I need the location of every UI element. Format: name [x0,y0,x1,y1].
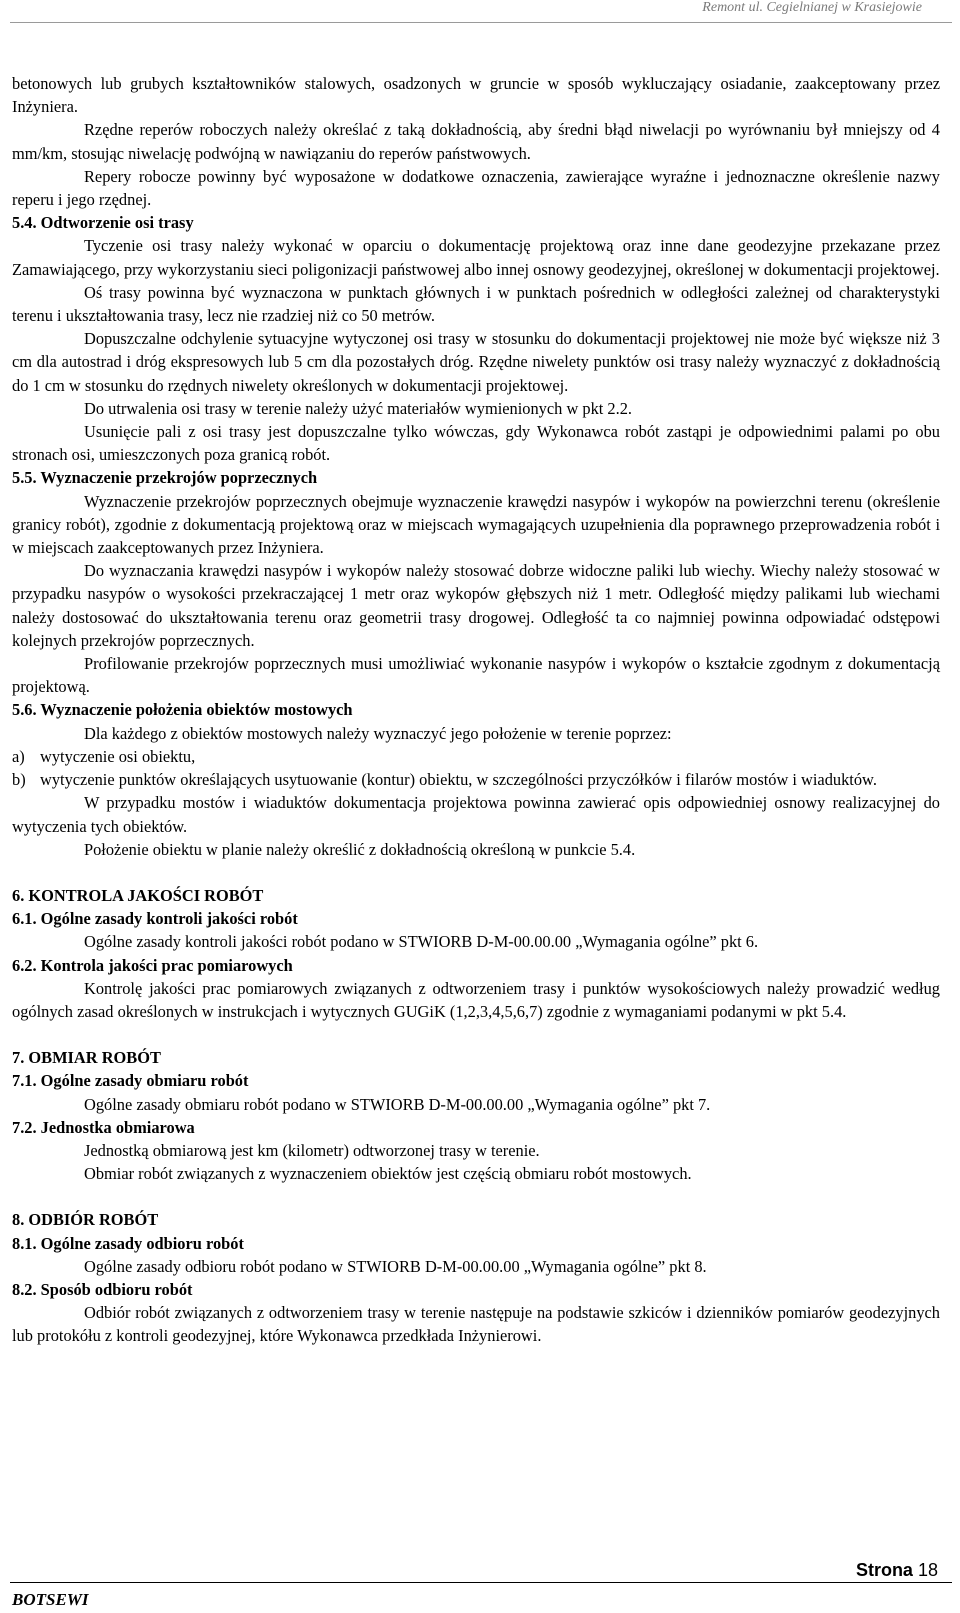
paragraph: Oś trasy powinna być wyznaczona w punktach głównych i w punktach pośrednich w odległości zależnej od charakterystyki terenu i ukształtowania trasy, lecz nie rzadziej niż co 50 metrów. [12,282,940,326]
paragraph: W przypadku mostów i wiaduktów dokumentacja projektowa powinna zawierać opis odpowiedniej osnowy realizacyjnej do wytyczenia tych obiektów. [12,793,940,836]
paragraph: Tyczenie osi trasy należy wykonać w oparciu o dokumentację projektową oraz inne dane geodezyjne przekazane przez Zamawiającego, przy wykorzystaniu sieci poligonizacji państwowej albo innej osnowy geodezyjnej, określonej w dokumentacji projektowej. [12,236,940,279]
paragraph: Kontrolę jakości prac pomiarowych związanych z odtworzeniem trasy i punktów wysokościowych należy prowadzić według ogólnych zasad określonych w instrukcjach i wytycznych GUGiK (1,2,3,4,5,6,7) zgodnie z wymaganiami podanymi w pkt 5.4. [12,978,940,1021]
list-marker: b) [12,770,26,790]
list-marker: a) [12,746,25,766]
list-item [12,745,940,768]
paragraph: Położenie obiektu w planie należy określić z dokładnością określoną w punkcie 5.4. [84,839,636,859]
footer-divider [10,1582,952,1583]
paragraph: Usunięcie pali z osi trasy jest dopuszczalne tylko wówczas, gdy Wykonawca robót zastąpi je odpowiednimi palami po obu stronach osi, umieszczonych poza granicą robót. [12,422,940,465]
section-heading-5-4: 5.4. Odtworzenie osi trasy [12,213,194,233]
paragraph: Jednostką obmiarową jest km (kilometr) odtworzonej trasy w terenie. [84,1140,540,1160]
paragraph: Repery robocze powinny być wyposażone w dodatkowe oznaczenia, zawierające wyraźne i jednoznaczne określenie nazwy reperu i jego rzędnej. [12,166,940,210]
list-item [12,768,940,791]
paragraph: Ogólne zasady obmiaru robót podano w STWIORB D-M-00.00.00 „Wymagania ogólne” pkt 7. [84,1094,711,1114]
paragraph: Profilowanie przekrojów poprzecznych musi umożliwiać wykonanie nasypów i wykopów o kształcie zgodnym z dokumentacją projektową. [12,654,940,697]
header-divider [10,22,952,23]
section-heading-6-1: 6.1. Ogólne zasady kontroli jakości robót [12,909,298,929]
section-heading-7-1: 7.1. Ogólne zasady obmiaru robót [12,1071,249,1091]
section-heading-7-2: 7.2. Jednostka obmiarowa [12,1117,195,1137]
section-heading-8-2: 8.2. Sposób odbioru robót [12,1279,193,1299]
page-number-value: 18 [917,1560,938,1580]
paragraph: Do wyznaczania krawędzi nasypów i wykopów należy stosować dobrze widoczne paliki lub wiechy. Wiechy należy stosować w przypadku nasypów o wysokości przekraczającej 1 metr oraz wykopów głębszych niż 1 metr. Odległość między palikami lub wiechami należy dostosować do ukształtowania terenu oraz geometrii trasy drogowej. Odległość ta co najmniej powinna odpowiadać odstępowi kolejnych przekrojów poprzecznych. [12,561,940,650]
list-item-text: wytyczenie punktów określających usytuowanie (kontur) obiektu, w szczególności przyczółków i filarów mostów i wiaduktów. [40,770,877,790]
paragraph: Ogólne zasady kontroli jakości robót podano w STWIORB D-M-00.00.00 „Wymagania ogólne” pkt 6. [84,932,759,952]
page-number [856,1560,938,1581]
paragraph: Dopuszczalne odchylenie sytuacyjne wytyczonej osi trasy w stosunku do dokumentacji projektowej nie może być większe niż 3 cm dla autostrad i dróg ekspresowych lub 5 cm dla pozostałych dróg. Rzędne niwelety punktów osi trasy należy wyznaczyć z dokładnością do 1 cm w stosunku do rzędnych niwelety określonych w dokumentacji projektowej. [12,329,940,395]
chapter-heading-8: 8. ODBIÓR ROBÓT [12,1210,159,1230]
paragraph: Odbiór robót związanych z odtworzeniem trasy w terenie następuje na podstawie szkiców i dzienników pomiarów geodezyjnych lub protokółu z kontroli geodezyjnej, które Wykonawca przedkłada Inżynierowi. [12,1303,940,1346]
footer-company: BOTSEWI [12,1590,89,1609]
section-heading-6-2: 6.2. Kontrola jakości prac pomiarowych [12,955,293,975]
document-body [12,72,940,1348]
paragraph: Wyznaczenie przekrojów poprzecznych obejmuje wyznaczenie krawędzi nasypów i wykopów na powierzchni terenu (określenie granicy robót), zgodnie z dokumentacją projektową oraz w miejscach wymagających uzupełnienia dla poprawnego przeprowadzenia robót i w miejscach zaakceptowanych przez Inżyniera. [12,491,940,558]
paragraph: betonowych lub grubych kształtowników stalowych, osadzonych w gruncie w sposób wykluczający osiadanie, zaakceptowany przez Inżyniera. [12,74,940,117]
paragraph: Rzędne reperów roboczych należy określać z taką dokładnością, aby średni błąd niwelacji po wyrównaniu był mniejszy od 4 mm/km, stosując niwelację podwójną w nawiązaniu do reperów państwowych. [12,120,940,163]
paragraph: Do utrwalenia osi trasy w terenie należy użyć materiałów wymienionych w pkt 2.2. [84,398,633,418]
paragraph: Dla każdego z obiektów mostowych należy wyznaczyć jego położenie w terenie poprzez: [84,723,672,743]
chapter-heading-7: 7. OBMIAR ROBÓT [12,1048,161,1068]
section-heading-5-6: 5.6. Wyznaczenie położenia obiektów mostowych [12,700,353,720]
paragraph: Obmiar robót związanych z wyznaczeniem obiektów jest częścią obmiaru robót mostowych. [84,1164,692,1184]
section-heading-5-5: 5.5. Wyznaczenie przekrojów poprzecznych [12,468,318,488]
paragraph: Ogólne zasady odbioru robót podano w STWIORB D-M-00.00.00 „Wymagania ogólne” pkt 8. [84,1256,707,1276]
section-heading-8-1: 8.1. Ogólne zasady odbioru robót [12,1233,244,1253]
running-header: Remont ul. Cegielnianej w Krasiejowie [702,0,922,15]
list-item-text: wytyczenie osi obiektu, [40,746,196,766]
chapter-heading-6: 6. KONTROLA JAKOŚCI ROBÓT [12,885,264,905]
page-label: Strona [855,1560,913,1580]
